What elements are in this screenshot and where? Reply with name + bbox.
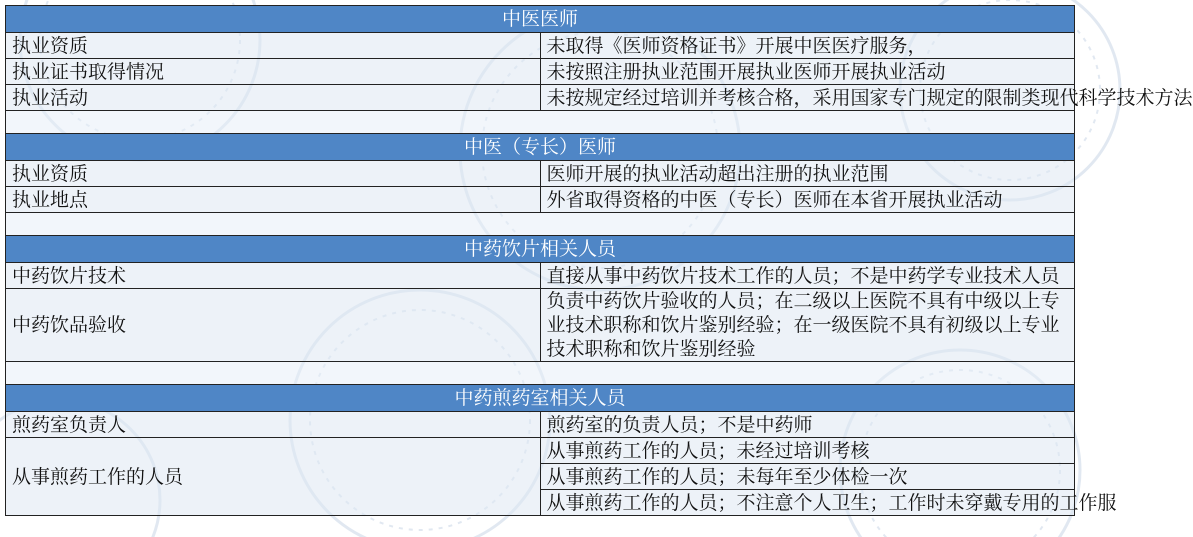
row-value: 未按照注册执业范围开展执业医师开展执业活动 (540, 59, 1075, 85)
row-key: 执业地点 (6, 187, 541, 213)
row-value: 未取得《医师资格证书》开展中医医疗服务， (540, 33, 1075, 59)
row-key: 执业资质 (6, 161, 541, 187)
row-value: 外省取得资格的中医（专长）医师在本省开展执业活动 (540, 187, 1075, 213)
row-key: 执业资质 (6, 33, 541, 59)
row-value: 煎药室的负责人员；不是中药师 (540, 412, 1075, 438)
spacer-row (6, 111, 1075, 134)
section-header: 中医（专长）医师 (6, 134, 1075, 161)
row-value: 医师开展的执业活动超出注册的执业范围 (540, 161, 1075, 187)
row-value: 未按规定经过培训并考核合格，采用国家专门规定的限制类现代科学技术方法 (540, 85, 1075, 111)
table-row (6, 85, 1075, 111)
table-row (6, 289, 1075, 362)
table-row (6, 161, 1075, 187)
row-key: 执业活动 (6, 85, 541, 111)
table-row (6, 438, 1075, 464)
row-value: 直接从事中药饮片技术工作的人员；不是中药学专业技术人员 (540, 263, 1075, 289)
table-row (6, 187, 1075, 213)
row-value: 从事煎药工作的人员；不注意个人卫生；工作时未穿戴专用的工作服 (540, 490, 1075, 516)
table-row (6, 59, 1075, 85)
section-header: 中药煎药室相关人员 (6, 385, 1075, 412)
table-row (6, 263, 1075, 289)
row-key: 中药饮品验收 (6, 289, 541, 362)
row-key: 煎药室负责人 (6, 412, 541, 438)
row-value: 从事煎药工作的人员；未经过培训考核 (540, 438, 1075, 464)
spacer-row (6, 213, 1075, 236)
info-table (5, 5, 1193, 516)
row-key: 从事煎药工作的人员 (6, 438, 541, 516)
spacer-row (6, 362, 1075, 385)
section-header: 中药饮片相关人员 (6, 236, 1075, 263)
table-row (6, 412, 1075, 438)
table-row (6, 33, 1075, 59)
row-value: 负责中药饮片验收的人员；在二级以上医院不具有中级以上专业技术职称和饮片鉴别经验；在一级医院不具有初级以上专业技术职称和饮片鉴别经验 (540, 289, 1075, 362)
row-value: 从事煎药工作的人员；未每年至少体检一次 (540, 464, 1075, 490)
row-key: 中药饮片技术 (6, 263, 541, 289)
section-header: 中医医师 (6, 6, 1075, 33)
row-key: 执业证书取得情况 (6, 59, 541, 85)
